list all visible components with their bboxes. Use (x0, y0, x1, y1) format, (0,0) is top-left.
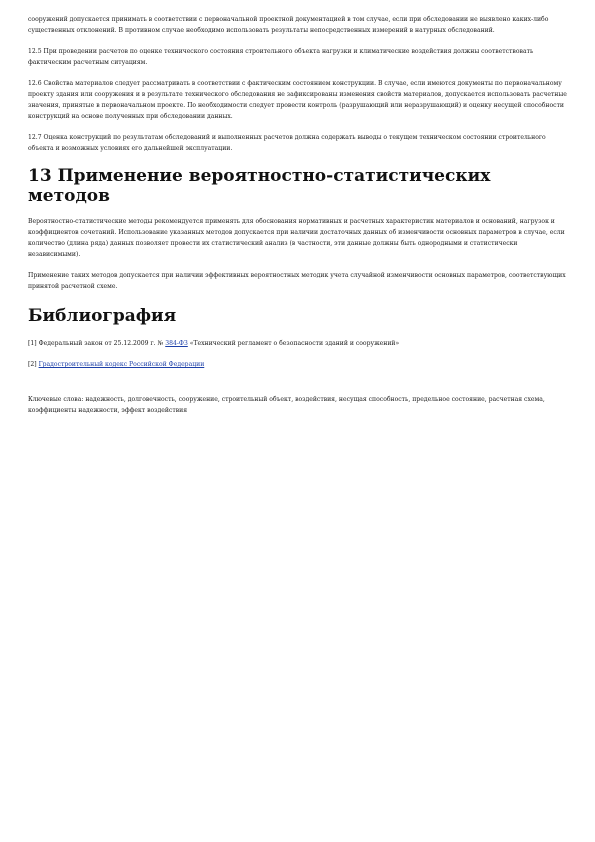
ref-1-suffix: «Технический регламент о безопасности зданий и сооружений» (187, 340, 400, 347)
bibliography-ref-1 (28, 338, 568, 349)
paragraph-13-1: Вероятностно-статистические методы рекомендуется применять для обоснования нормативных и расчетных характеристик материалов и оснований, нагрузок и коэффициентов сочетаний. Использование указанных методов допускается при наличии достаточных данных об изменчивости основных параметров в случае, если количество (длина ряда) данных позволяет провести их статистический анализ (в частности, эти данные должны быть однородными и статистически независимыми). (28, 218, 565, 258)
bibliography-heading: Библиография (28, 306, 177, 326)
ref-2-prefix: [2] (28, 361, 39, 368)
document-page (28, 14, 568, 426)
spacer (28, 380, 568, 394)
ref-1-prefix: [1] Федеральный закон от 25.12.2009 г. № (28, 340, 166, 347)
ref-1-law-link[interactable]: 384-ФЗ (165, 340, 188, 347)
paragraph-12-5: 12.5 При проведении расчетов по оценке технического состояния строительного объекта нагрузки и климатические воздействия должны соответствовать фактическим расчетным ситуациям. (28, 48, 534, 66)
bibliography-ref-2 (28, 359, 568, 370)
paragraph-12-6: 12.6 Свойства материалов следует рассматривать в соответствии с фактическим состоянием конструкции. В случае, если имеются документы по первоначальному проекту здания или сооружения и в результате технического обследования не зафиксированы изменения свойств материалов, допускается использовать расчетные значения, принятые в первоначальном проекте. По необходимости следует провести контроль (разрушающий или неразрушающий) и оценку несущей способности конструкций на основе полученных при обследовании данных. (28, 80, 567, 120)
paragraph-intro: сооружений допускается принимать в соответствии с первоначальной проектной документацией в том случае, если при обследовании не выявлено каких-либо существенных отклонений. В противном случае необходимо использовать результаты непосредственных измерений в натурных обследований. (28, 16, 549, 34)
paragraph-13-2: Применение таких методов допускается при наличии эффективных вероятностных методик учета случайной изменчивости основных параметров, соответствующих принятой расчетной схеме. (28, 272, 566, 290)
ref-2-code-link[interactable]: Градостроительный кодекс Российской Федерации (38, 361, 205, 368)
section-13-heading: 13 Применение вероятностно-статистических методов (28, 166, 491, 206)
keywords-paragraph: Ключевые слова: надежность, долговечность, сооружение, строительный объект, воздействия, несущая способность, предельное состояние, расчетная схема, коэффициенты надежности, эффект воздействия (28, 396, 545, 414)
paragraph-12-7: 12.7 Оценка конструкций по результатам обследований и выполненных расчетов должна содержать выводы о текущем техническом состоянии строительного объекта и возможных условиях его дальнейшей эксплуатации. (28, 134, 546, 152)
